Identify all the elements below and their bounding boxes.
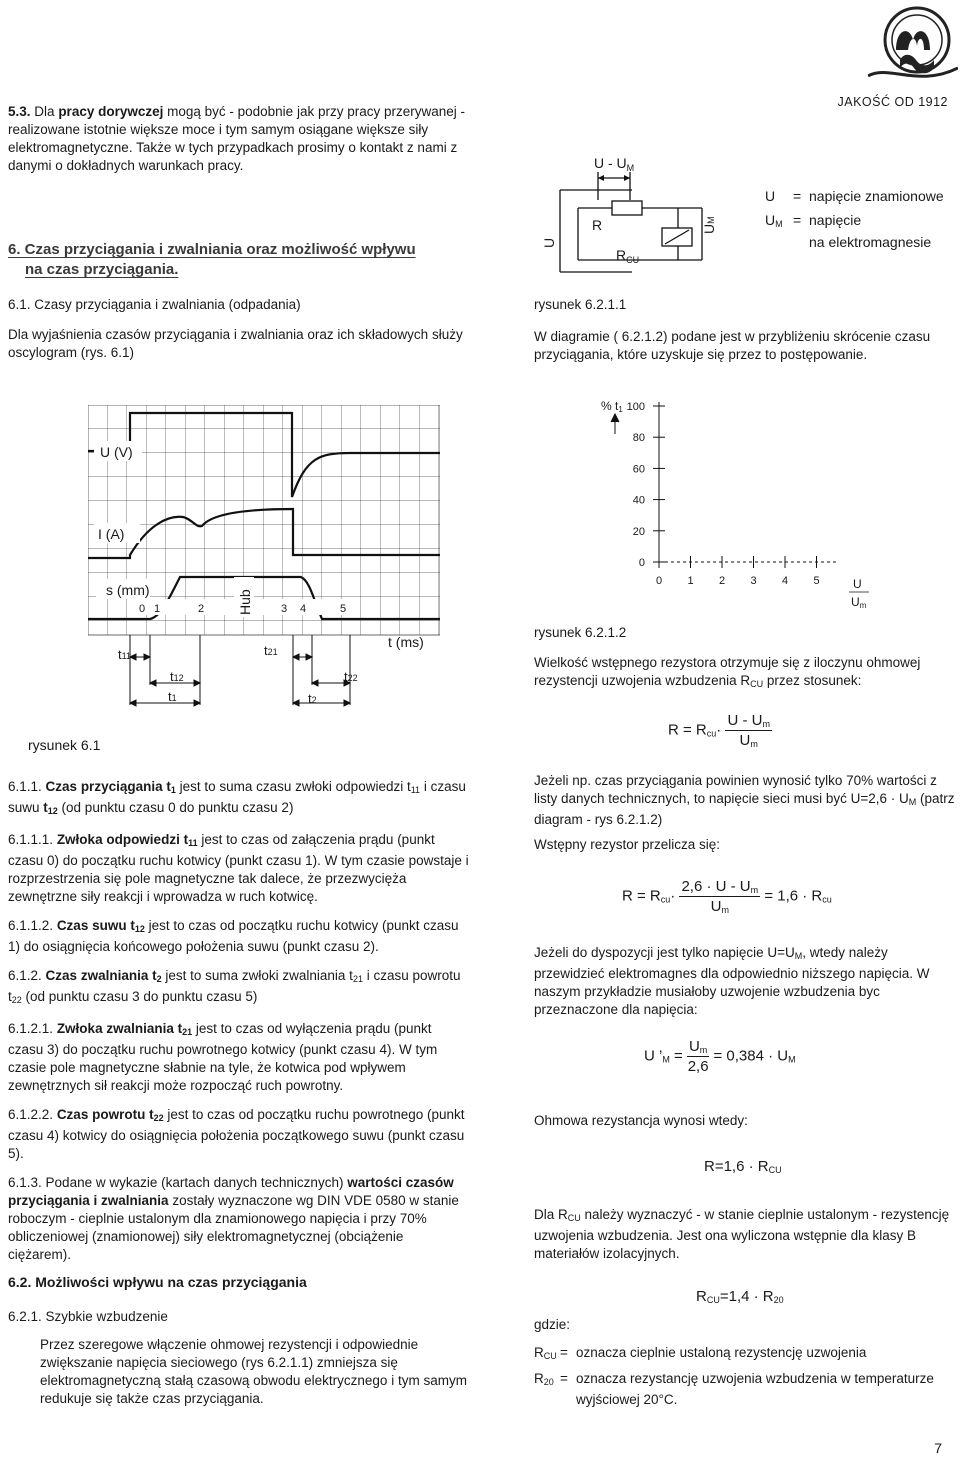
section-6-1-2-1: 6.1.2.1. Zwłoka zwalniania $t_{21}$ jest to czas od wyłączenia prądu (punkt czasu 3) do początku ruchu powrotnego kotwicy (punkt czasu 4). W tym czasie pole magnetyczne słabnie na tyle, że kotwica pod wpływem zewnętrznych sił reakcji może rozpocząć ruch powrotny. (8, 1021, 438, 1093)
chart-xtick-label: 2 (718, 575, 726, 587)
hub-label: Hub (237, 589, 253, 615)
chart-xtick-label: 0 (655, 575, 663, 587)
section-6-1-2-2: 6.1.2.2. Czas powrotu $t_{22}$ jest to czas od początku ruchu powrotnego (punkt czasu 4) kotwicy do osiągnięcia położenia początkowego suwu (punkt czasu 5). (8, 1107, 465, 1161)
stroke-axis-label: s (mm) (106, 582, 150, 598)
section-6-1-3: 6.1.3. Podane w wykazie (kartach danych technicznych) wartości czasów przyciągania i zwalniania zostały wyznaczone wg DIN VDE 0580 w stanie roboczym - cieplnie ustalonym dla znamionowego napięcia i przy 70% obliczeniowej (znamionowej) siły elektromagnetycznej (obciążenie ciężarem). (8, 1175, 459, 1262)
chart-ytick-label: 0 (638, 557, 645, 569)
equation-4: $R=1,6 \cdot R_{CU}$ (704, 1158, 782, 1175)
section-6-1-1: 6.1.1. Czas przyciągania $t_1$ jest to suma czasu zwłoki odpowiedzi $t_{11}$ i czasu suwu $t_{12}$ (od punktu czasu 0 do punktu czasu 2) (8, 779, 466, 816)
section-5-3: 5.3. Dla pracy dorywczej mogą być - podobnie jak przy pracy przerywanej - realizowane istotnie większe moce i tym samym osiągane większe siły elektromagnetyczne. Także w tych przypadkach prosimy o kontakt z nami z danymi o dokładnych warunkach pracy. (8, 104, 465, 173)
t2-label: t2 (308, 691, 317, 706)
jezeli-text: Jeżeli np. czas przyciągania powinien wynosić tylko 70% wartości z listy danych technicznych, to napięcie sieci musi być $U=2,6 \cdot U_M$ (patrz diagram - rys 6.2.1.2) (534, 773, 955, 827)
gdzie-label: gdzie: (534, 1317, 571, 1332)
oscillogram (88, 405, 440, 710)
t12-label: t12 (170, 669, 184, 684)
time-reduction-chart (595, 392, 885, 612)
equation-2: $R = R_{cu}\cdot$ $\frac{2,6 \cdot U - U_m}{U_m}$ = $1,6 \cdot R_{cu}$ (622, 878, 832, 915)
left-body (8, 778, 470, 1264)
circuit-um-vertical: UM (701, 216, 717, 234)
chart-ytick-label: 80 (632, 432, 645, 445)
circuit-diagram (532, 150, 762, 280)
diagram-text: W diagramie ( 6.2.1.2) podane jest w przybliżeniu skrócenie czasu przyciągania, które uzyskuje się przez to postępowanie. (534, 329, 931, 362)
section-6-1-2: 6.1.2. Czas zwalniania $t_2$ jest to suma zwłoki zwalniania $t_{21}$ i czasu powrotu $t_{22}$ (od punktu czasu 3 do punktu czasu 5) (8, 968, 461, 1005)
equation-3: U $’_M$ = $\frac{U_m}{2,6}$ = $0,384 \cdot U_M$ (644, 1038, 796, 1075)
section-6-1-title: 6.1. Czasy przyciągania i zwalniania (odpadania) (8, 297, 301, 312)
chart-y-arrow (611, 414, 619, 434)
ohmowa-text: Ohmowa rezystancja wynosi wtedy: (534, 1113, 748, 1128)
section-6-1-1-2: 6.1.1.2. Czas suwu $t_{12}$ jest to czas od początku ruchu kotwicy (punkt czasu 1) do osiągnięcia końcowego położenia suwu (punkt czasu 2). (8, 918, 459, 954)
company-logo (868, 6, 958, 90)
tick-2: 2 (198, 603, 205, 615)
dysp-text: Jeżeli do dyspozycji jest tylko napięcie $U=U_M$, wtedy należy przewidzieć elektromagnes dla odpowiednio niższego napięcia. W naszym przykładzie musiałoby uzwojenie wzbudzenia byc przeznaczone dla napięcia: (534, 945, 930, 1017)
chart-xtick-label: 4 (781, 575, 789, 587)
circuit-r-label: R (592, 217, 603, 233)
circuit-rcu-label: $R_{CU}$ (616, 247, 640, 265)
figure-6-1-caption: rysunek 6.1 (28, 737, 101, 753)
equation-5: $R_{CU}=1,4 \cdot R_{20}$ (696, 1288, 784, 1305)
tick-4: 4 (300, 603, 307, 615)
current-axis-label: I (A) (98, 526, 125, 542)
chart-ytick-label: 20 (632, 525, 645, 538)
equation-1: $R = R_{cu}\cdot$ $\frac{U - U_m}{U_m}$ (668, 712, 770, 749)
chart-ytick-label: 100 (626, 401, 645, 413)
chart-ytick-label: 40 (632, 494, 645, 507)
company-tagline: JAKOŚĆ OD 1912 (837, 95, 948, 109)
section-6-title: 6. Czas przyciągania i zwalniania oraz możliwość wpływu na czas przyciągania. (8, 241, 416, 278)
definition-rcu: $R_{CU}$ = oznacza cieplnie ustaloną rezystencję uzwojenia (534, 1345, 867, 1361)
figure-6-2-1-1-caption: rysunek 6.2.1.1 (534, 297, 627, 312)
section-6-2-1-text: Przez szeregowe włączenie ohmowej rezystencji i odpowiednie zwiększanie napięcia sieciowego (rys 6.2.1.1) zmniejsza się elektromagnetyczną stałą czasową obwodu elektrycznego i tym samym redukuje się także czas przyciągania. (40, 1337, 467, 1406)
time-axis-label: t (ms) (388, 634, 424, 650)
page-number: 7 (934, 1440, 942, 1456)
t22-label: t22 (344, 669, 358, 684)
wstepny-text: Wstępny rezystor przelicza się: (534, 837, 721, 852)
voltage-axis-label: U (V) (100, 444, 133, 460)
section-6-2-title: 6.2. Możliwości wpływu na czas przyciągania (8, 1274, 307, 1290)
chart-xtick-label: 5 (813, 575, 820, 587)
chart-xtick-label: 1 (687, 575, 694, 587)
circuit-u-vertical: U (541, 237, 557, 248)
tick-0: 0 (139, 603, 146, 615)
chart-ylabel: % t1 (601, 399, 623, 414)
tick-3: 3 (281, 603, 288, 615)
dla-text: Dla $R_{CU}$ należy wyznaczyć - w stanie cieplnie ustalonym - rezystencję uzwojenia wzbudzenia. Jest ona wyliczona wstępnie dla klasy B materiałów izolacyjnych. (534, 1207, 950, 1261)
circuit-u-minus-um: U - $U_M$ (594, 155, 635, 173)
section-6-2-1-title: 6.2.1. Szybkie wzbudzenie (8, 1309, 168, 1324)
circuit-legend: U = napięcie znamionowe $U_M$ = napięcie na elektromagnesie (765, 188, 944, 250)
chart-xlabel-den: Um (851, 595, 867, 610)
chart-xtick-label: 3 (750, 575, 757, 587)
chart-ytick-label: 60 (632, 463, 645, 476)
t1-label: t1 (168, 689, 177, 704)
resistor-intro: Wielkość wstępnego rezystora otrzymuje się z iloczynu ohmowej rezystencji uzwojenia wzbudzenia $R_{CU}$ przez stosunek: (534, 655, 921, 689)
tick-1: 1 (154, 603, 161, 615)
chart-xlabel-num: U (853, 577, 862, 591)
section-6-1-text: Dla wyjaśnienia czasów przyciągania i zwalniania oraz ich składowych służy oscylogram (rys. 6.1) (8, 327, 463, 360)
definition-r20: $R_{20}$ = oznacza rezystancję uzwojenia wzbudzenia w temperaturze wyjściowej 20°C. (534, 1371, 934, 1407)
t11-label: t11 (118, 647, 131, 662)
t21-label: t21 (264, 643, 278, 658)
tick-5: 5 (340, 603, 347, 615)
figure-6-2-1-2-caption: rysunek 6.2.1.2 (534, 625, 627, 640)
section-6-1-1-1: 6.1.1.1. Zwłoka odpowiedzi $t_{11}$ jest to czas od załączenia prądu (punkt czasu 0) do początku ruchu kotwicy (punkt czasu 1). W tym czasie powstaje i rozprzestrzenia się pole magnetyczne tak dalece, że przezwycięża zewnętrzne siły reakcji i wprowadza w ruch kotwicę. (8, 832, 469, 904)
